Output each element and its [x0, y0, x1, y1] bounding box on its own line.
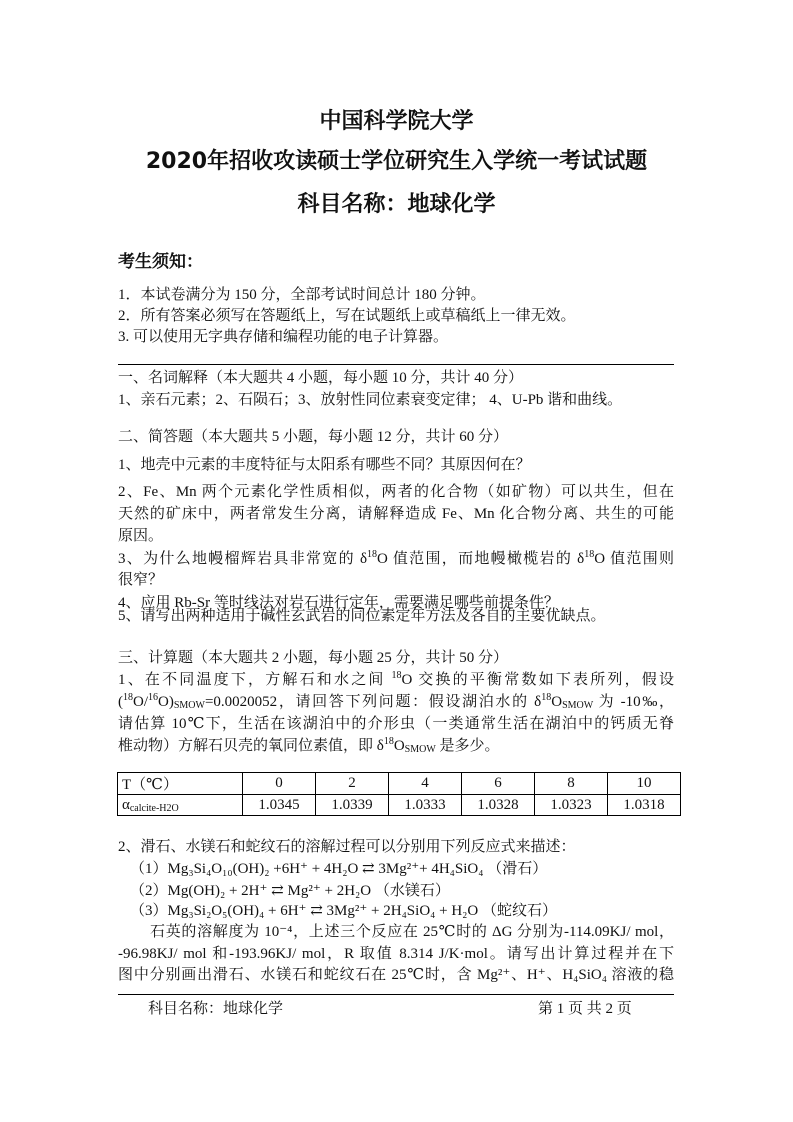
question: 椎动物）方解石贝壳的氧同位素值，即 $\delta^{18}OSMOW$ 是多少。 [118, 736, 500, 755]
table-cell: 2 [316, 773, 389, 795]
table-cell: 1.0318 [608, 795, 681, 816]
footer-subject: 科目名称：地球化学 [148, 1001, 284, 1017]
section1-terms: 1、亲石元素；2、石陨石；3、放射性同位素衰变定律； 4、U-Pb 谐和曲线。 [118, 392, 623, 408]
question: 1、地壳中元素的丰度特征与太阳系有哪些不同？其原因何在？ [118, 457, 531, 473]
question: 2、滑石、水镁石和蛇纹石的溶解过程可以分别用下列反应式来描述： [118, 839, 576, 855]
page-number: 第 1 页 共 2 页 [538, 1001, 632, 1017]
notice-item: 3. 可以使用无字典存储和编程功能的电子计算器。 [118, 329, 449, 345]
table-row [118, 773, 681, 795]
question: 5、请写出两种适用于碱性玄武岩的同位素定年方法及各自的主要优缺点。 [118, 608, 606, 624]
table-cell: 10 [608, 773, 681, 795]
question: 图中分别画出滑石、水镁石和蛇纹石在 25℃时，含 Mg²⁺、H⁺、H₄SiO₄ 溶液的稳 [118, 967, 674, 983]
table-cell: 1.0333 [389, 795, 462, 816]
table-cell: 1.0328 [462, 795, 535, 816]
reaction: （3）Mg₃Si₂O₅(OH)₄ + 6H⁺ ⇄ 3Mg²⁺ + 2H₄SiO₄ + H₂O （蛇纹石） [130, 903, 557, 919]
exam-title: 2020年招收攻读硕士学位研究生入学统一考试试题 [145, 149, 648, 174]
table-cell: 1.0345 [243, 795, 316, 816]
reaction: （2）Mg(OH)₂ + 2H⁺ ⇄ Mg²⁺ + 2H₂O （水镁石） [130, 883, 450, 899]
question: -96.98KJ/ mol 和-193.96KJ/ mol，R 取值 8.314 J/K·mol。请写出计算过程并在下 [118, 946, 674, 962]
fractionation-table [117, 772, 681, 816]
university-title: 中国科学院大学 [319, 109, 474, 134]
table-header: T（℃） [118, 773, 243, 795]
section3-heading: 三、计算题（本大题共 2 小题，每小题 25 分，共计 50 分） [118, 650, 509, 666]
section1-heading: 一、名词解释（本大题共 4 小题，每小题 10 分，共计 40 分） [118, 370, 524, 386]
notice-item: 1．本试卷满分为 150 分，全部考试时间总计 180 分钟。 [118, 287, 486, 303]
table-row [118, 795, 681, 816]
subject-title: 科目名称：地球化学 [297, 192, 496, 217]
question: 1、在不同温度下，方解石和水之间 $^{18}$O 交换的平衡常数如下表所列，假设 [118, 670, 674, 688]
table-cell: 4 [389, 773, 462, 795]
question: 石英的溶解度为 10⁻⁴，上述三个反应在 25℃时的 ΔG 分别为-114.09KJ/ mol， [150, 924, 674, 940]
table-cell: 1.0339 [316, 795, 389, 816]
question: 4、应用 Rb-Sr 等时线法对岩石进行定年，需要满足哪些前提条件？ [118, 595, 559, 611]
table-cell: 8 [535, 773, 608, 795]
question: ($^{18}$O/$^{16}$O)SMOW=0.0020052，请回答下列问题：假设湖泊水的 $\delta^{18}OSMOW$ 为 -10‰， [118, 692, 675, 711]
question: 很窄？ [118, 572, 164, 588]
notice-item: 2．所有答案必须写在答题纸上，写在试题纸上或草稿纸上一律无效。 [118, 308, 576, 324]
question: 3、为什么地幔榴辉岩具非常宽的 $\delta^{18}O$ 值范围，而地幔橄榄岩的 $\delta^{18}O$ 值范围则 [118, 549, 674, 567]
notice-heading: 考生须知： [118, 252, 203, 272]
table-cell: 6 [462, 773, 535, 795]
question: 天然的矿床中，两者常发生分离，请解释造成 Fe、Mn 化合物分离、共生的可能 [118, 506, 674, 522]
section2-heading: 二、简答题（本大题共 5 小题，每小题 12 分，共计 60 分） [118, 429, 509, 445]
table-header: αcalcite-H2O [118, 795, 243, 816]
reaction: （1）Mg₃Si₄O₁₀(OH)₂ +6H⁺ + 4H₂O ⇄ 3Mg²⁺+ 4H₄SiO₄ （滑石） [130, 861, 548, 877]
question: 2、Fe、Mn 两个元素化学性质相似，两者的化合物（如矿物）可以共生，但在 [118, 484, 674, 500]
question: 请估算 10℃下，生活在该湖泊中的介形虫（一类通常生活在湖泊中的钙质无脊 [118, 716, 674, 732]
footer-divider [118, 994, 674, 995]
table-cell: 0 [243, 773, 316, 795]
divider [118, 364, 674, 365]
question: 原因。 [118, 528, 164, 544]
table-cell: 1.0323 [535, 795, 608, 816]
